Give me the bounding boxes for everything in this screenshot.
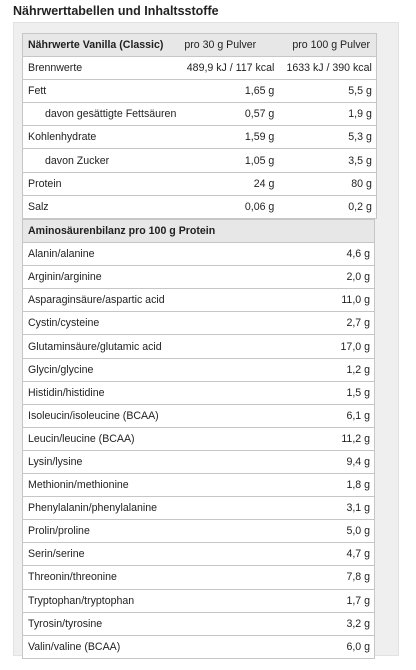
amino-row-value: 9,4 g — [313, 450, 375, 473]
amino-row-name: Histidin/histidine — [23, 381, 313, 404]
amino-row-value: 1,8 g — [313, 474, 375, 497]
nutrition-row-per-100g: 1,9 g — [278, 103, 376, 126]
nutrition-header-col1: pro 30 g Pulver — [180, 34, 278, 57]
amino-row — [23, 635, 375, 658]
nutrition-row-per-100g: 0,2 g — [278, 195, 376, 218]
amino-row — [23, 543, 375, 566]
nutrition-row — [23, 195, 377, 218]
nutrition-row-per-30g: 1,65 g — [180, 80, 278, 103]
nutrition-header-row — [23, 34, 377, 57]
nutrition-row — [23, 126, 377, 149]
amino-row — [23, 381, 375, 404]
nutrition-row-name: Protein — [23, 172, 181, 195]
amino-row-value: 2,7 g — [313, 312, 375, 335]
amino-row-name: Prolin/proline — [23, 520, 313, 543]
nutrition-header-col2: pro 100 g Pulver — [278, 34, 376, 57]
nutrition-row — [23, 57, 377, 80]
amino-row-name: Glycin/glycine — [23, 358, 313, 381]
amino-acid-table — [22, 219, 375, 659]
amino-row-name: Serin/serine — [23, 543, 313, 566]
amino-row-name: Arginin/arginine — [23, 266, 313, 289]
amino-row-value: 4,6 g — [313, 243, 375, 266]
amino-row-name: Asparaginsäure/aspartic acid — [23, 289, 313, 312]
nutrition-row-per-30g: 0,57 g — [180, 103, 278, 126]
nutrition-row-per-100g: 80 g — [278, 172, 376, 195]
nutrition-row-per-30g: 24 g — [180, 172, 278, 195]
amino-row — [23, 335, 375, 358]
amino-row-name: Phenylalanin/phenylalanine — [23, 497, 313, 520]
amino-row-value: 1,2 g — [313, 358, 375, 381]
amino-row-value: 3,2 g — [313, 612, 375, 635]
amino-row-name: Tyrosin/tyrosine — [23, 612, 313, 635]
amino-row-name: Tryptophan/tryptophan — [23, 589, 313, 612]
amino-row — [23, 566, 375, 589]
nutrition-row — [23, 172, 377, 195]
nutrition-row-name: Salz — [23, 195, 181, 218]
amino-row-value: 1,7 g — [313, 589, 375, 612]
nutrition-row-per-100g: 5,5 g — [278, 80, 376, 103]
amino-row — [23, 404, 375, 427]
nutrition-row — [23, 103, 377, 126]
amino-row — [23, 289, 375, 312]
amino-row — [23, 243, 375, 266]
amino-header-row — [23, 220, 375, 243]
nutrition-row-per-100g: 5,3 g — [278, 126, 376, 149]
amino-row-value: 1,5 g — [313, 381, 375, 404]
amino-row — [23, 612, 375, 635]
nutrition-row-name: Kohlenhydrate — [23, 126, 181, 149]
amino-row-name: Glutaminsäure/glutamic acid — [23, 335, 313, 358]
amino-row — [23, 312, 375, 335]
amino-row-name: Methionin/methionine — [23, 474, 313, 497]
amino-row — [23, 474, 375, 497]
amino-row-value: 11,2 g — [313, 427, 375, 450]
amino-row-name: Leucin/leucine (BCAA) — [23, 427, 313, 450]
amino-row-value: 17,0 g — [313, 335, 375, 358]
amino-header-title: Aminosäurenbilanz pro 100 g Protein — [23, 220, 375, 243]
amino-row — [23, 358, 375, 381]
amino-row-name: Threonin/threonine — [23, 566, 313, 589]
nutrition-row-per-30g: 1,05 g — [180, 149, 278, 172]
amino-row — [23, 427, 375, 450]
amino-row — [23, 450, 375, 473]
amino-row-value: 6,1 g — [313, 404, 375, 427]
amino-row-value: 4,7 g — [313, 543, 375, 566]
amino-row-value: 3,1 g — [313, 497, 375, 520]
nutrition-row-per-30g: 489,9 kJ / 117 kcal — [180, 57, 278, 80]
nutrition-row — [23, 149, 377, 172]
nutrition-row-per-30g: 1,59 g — [180, 126, 278, 149]
nutrition-header-title: Nährwerte Vanilla (Classic) — [23, 34, 181, 57]
nutrition-row-name: Brennwerte — [23, 57, 181, 80]
amino-row — [23, 266, 375, 289]
amino-row-value: 2,0 g — [313, 266, 375, 289]
amino-row-name: Valin/valine (BCAA) — [23, 635, 313, 658]
nutrition-row — [23, 80, 377, 103]
amino-row-name: Alanin/alanine — [23, 243, 313, 266]
amino-row-value: 5,0 g — [313, 520, 375, 543]
amino-row — [23, 497, 375, 520]
nutrition-row-name: davon gesättigte Fettsäuren — [23, 103, 181, 126]
nutrition-row-name: Fett — [23, 80, 181, 103]
amino-row-value: 7,8 g — [313, 566, 375, 589]
amino-row — [23, 520, 375, 543]
nutrition-row-name: davon Zucker — [23, 149, 181, 172]
nutrition-table — [22, 33, 377, 219]
amino-row-value: 6,0 g — [313, 635, 375, 658]
amino-row — [23, 589, 375, 612]
amino-row-name: Cystin/cysteine — [23, 312, 313, 335]
amino-row-name: Lysin/lysine — [23, 450, 313, 473]
page-title: Nährwerttabellen und Inhaltsstoffe — [13, 4, 219, 18]
amino-row-name: Isoleucin/isoleucine (BCAA) — [23, 404, 313, 427]
nutrition-row-per-100g: 3,5 g — [278, 149, 376, 172]
amino-row-value: 11,0 g — [313, 289, 375, 312]
nutrition-row-per-100g: 1633 kJ / 390 kcal — [278, 57, 376, 80]
nutrition-row-per-30g: 0,06 g — [180, 195, 278, 218]
